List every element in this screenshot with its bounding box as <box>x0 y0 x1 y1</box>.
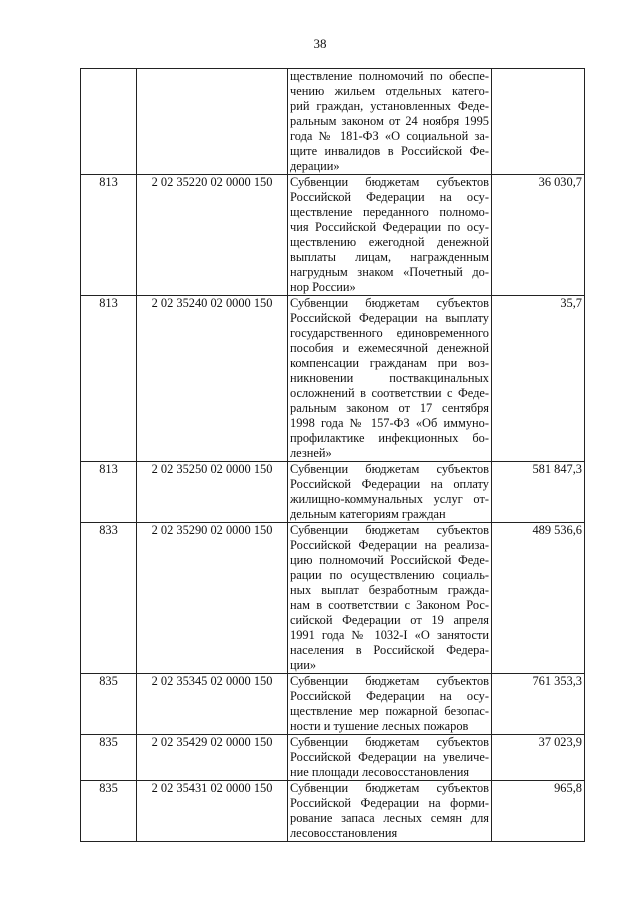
description-line: пособия и ежемесячной денежной <box>290 341 489 355</box>
table-row <box>81 175 585 296</box>
description-line: ности и тушение лесных пожаров <box>290 719 469 733</box>
admin-code-cell: 835 <box>81 674 137 735</box>
table-row <box>81 735 585 781</box>
admin-code-cell: 833 <box>81 523 137 674</box>
budget-table <box>80 68 585 842</box>
description-cell <box>288 296 492 462</box>
description-cell <box>288 674 492 735</box>
table-row <box>81 523 585 674</box>
description-line: ществлению ежегодной денежной <box>290 235 489 249</box>
amount-cell: 761 353,3 <box>492 674 585 735</box>
description-cell <box>288 175 492 296</box>
description-line: Российской Федерации на осу- <box>290 689 489 703</box>
description-cell <box>288 69 492 175</box>
description-line: ществление переданного полномо- <box>290 205 489 219</box>
description-line: профилактике инфекционных бо- <box>290 431 489 445</box>
description-line: рование запаса лесных семян для <box>290 811 489 825</box>
description-line: Субвенции бюджетам субъектов <box>290 735 489 749</box>
description-line: 1991 года № 1032-I «О занятости <box>290 628 489 642</box>
budget-code-cell: 2 02 35240 02 0000 150 <box>137 296 288 462</box>
description-line: Субвенции бюджетам субъектов <box>290 523 489 537</box>
description-line: лезней» <box>290 446 332 460</box>
budget-code-cell: 2 02 35290 02 0000 150 <box>137 523 288 674</box>
amount-cell <box>492 69 585 175</box>
description-line: Субвенции бюджетам субъектов <box>290 296 489 310</box>
description-line: рации по осуществлению социаль- <box>290 568 489 582</box>
description-cell <box>288 781 492 842</box>
description-line: ных выплат безработным гражда- <box>290 583 489 597</box>
budget-table-body <box>81 69 585 842</box>
description-line: Субвенции бюджетам субъектов <box>290 674 489 688</box>
description-line: Субвенции бюджетам субъектов <box>290 462 489 476</box>
description-line: рий граждан, установленных Феде- <box>290 99 489 113</box>
description-line: ние площади лесовосстановления <box>290 765 470 779</box>
table-row <box>81 296 585 462</box>
description-line: компенсации гражданам при воз- <box>290 356 489 370</box>
description-line: нор России» <box>290 280 356 294</box>
table-row <box>81 462 585 523</box>
admin-code-cell: 813 <box>81 462 137 523</box>
description-line: Субвенции бюджетам субъектов <box>290 175 489 189</box>
description-line: дельным категориям граждан <box>290 507 446 521</box>
description-line: ции» <box>290 658 317 672</box>
admin-code-cell: 835 <box>81 781 137 842</box>
admin-code-cell: 813 <box>81 175 137 296</box>
amount-cell: 581 847,3 <box>492 462 585 523</box>
table-row <box>81 781 585 842</box>
description-line: Российской Федерации на реализа- <box>290 538 489 552</box>
description-line: сийской Федерации от 19 апреля <box>290 613 489 627</box>
description-line: щите инвалидов в Российской Фе- <box>290 144 489 158</box>
description-line: Российской Федерации на оплату <box>290 477 489 491</box>
description-line: населения в Российской Федера- <box>290 643 489 657</box>
description-line: дерации» <box>290 159 340 173</box>
description-line: Российской Федерации на осу- <box>290 190 489 204</box>
description-line: государственного единовременного <box>290 326 489 340</box>
description-line: цию полномочий Российской Феде- <box>290 553 489 567</box>
description-cell <box>288 735 492 781</box>
budget-code-cell: 2 02 35250 02 0000 150 <box>137 462 288 523</box>
admin-code-cell: 813 <box>81 296 137 462</box>
description-line: жилищно-коммунальных услуг от- <box>290 492 489 506</box>
description-line: Российской Федерации на увеличе- <box>290 750 489 764</box>
description-line: чению жильем отдельных катего- <box>290 84 489 98</box>
amount-cell: 965,8 <box>492 781 585 842</box>
amount-cell: 35,7 <box>492 296 585 462</box>
description-line: чия Российской Федерации по осу- <box>290 220 489 234</box>
admin-code-cell: 835 <box>81 735 137 781</box>
description-line: лесовосстановления <box>290 826 398 840</box>
description-line: ществление мер пожарной безопас- <box>290 704 489 718</box>
amount-cell: 37 023,9 <box>492 735 585 781</box>
description-line: осложнений в соответствии с Феде- <box>290 386 489 400</box>
description-line: Субвенции бюджетам субъектов <box>290 781 489 795</box>
admin-code-cell <box>81 69 137 175</box>
description-line: Российской Федерации на форми- <box>290 796 489 810</box>
budget-code-cell: 2 02 35431 02 0000 150 <box>137 781 288 842</box>
table-row <box>81 674 585 735</box>
table-row <box>81 69 585 175</box>
description-line: нагрудным знаком «Почетный до- <box>290 265 489 279</box>
page-number: 38 <box>313 36 327 51</box>
description-line: 1998 года № 157-ФЗ «Об иммуно- <box>290 416 489 430</box>
description-cell <box>288 462 492 523</box>
description-line: Российской Федерации на выплату <box>290 311 489 325</box>
budget-code-cell <box>137 69 288 175</box>
budget-code-cell: 2 02 35220 02 0000 150 <box>137 175 288 296</box>
description-cell <box>288 523 492 674</box>
budget-code-cell: 2 02 35345 02 0000 150 <box>137 674 288 735</box>
description-line: ральным законом от 24 ноября 1995 <box>290 114 489 128</box>
description-line: никновении поствакцинальных <box>290 371 489 385</box>
amount-cell: 36 030,7 <box>492 175 585 296</box>
budget-code-cell: 2 02 35429 02 0000 150 <box>137 735 288 781</box>
description-line: ральным законом от 17 сентября <box>290 401 489 415</box>
description-line: ществление полномочий по обеспе- <box>290 69 489 83</box>
description-line: выплаты лицам, награжденным <box>290 250 489 264</box>
amount-cell: 489 536,6 <box>492 523 585 674</box>
description-line: года № 181-ФЗ «О социальной за- <box>290 129 489 143</box>
description-line: нам в соответствии с Законом Рос- <box>290 598 489 612</box>
